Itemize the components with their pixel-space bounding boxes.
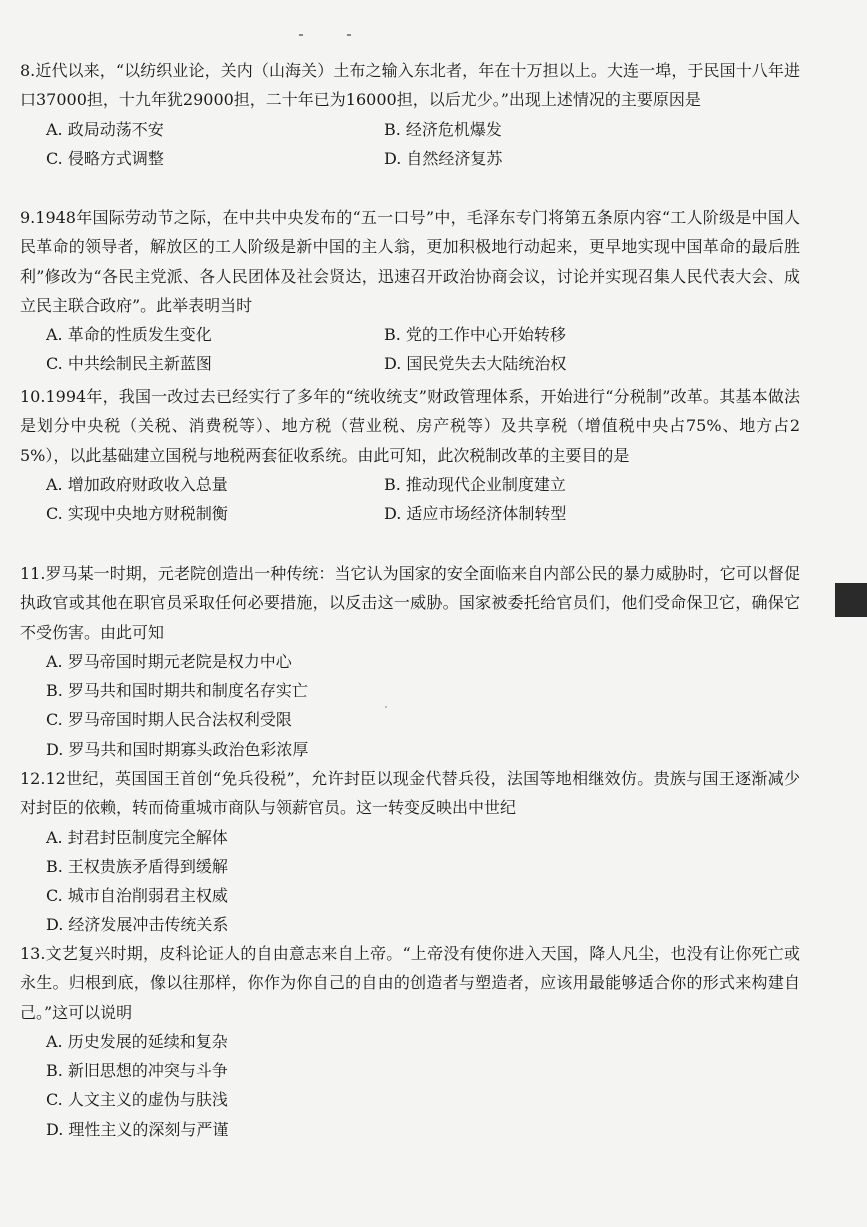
page-edge-tab bbox=[835, 583, 867, 617]
question-text: 12世纪，英国国王首创“免兵役税”，允许封臣以现金代替兵役，法国等地相继效仿。贵族与国王逐渐减少对封臣的依赖，转而倚重城市商队与领薪官员。这一转变反映出中世纪 bbox=[20, 769, 800, 818]
option-c: C. 实现中央地方财税制衡 bbox=[46, 504, 228, 524]
option-a: A. 封君封臣制度完全解体 bbox=[46, 827, 228, 847]
question-11 bbox=[20, 559, 800, 764]
question-number: 13. bbox=[20, 944, 46, 963]
option-list bbox=[20, 320, 800, 379]
option-list bbox=[20, 823, 800, 940]
question-stem bbox=[20, 203, 800, 320]
question-text: 近代以来，“以纺织业论，关内（山海关）土布之输入东北者，年在十万担以上。大连一埠，于民国十八年进口37000担，十九年犹29000担，二十年已为16000担，以后尤少。”出现上述情况的主要原因是 bbox=[20, 61, 800, 110]
option-list bbox=[20, 115, 800, 174]
option-d: D. 国民党失去大陆统治权 bbox=[384, 354, 567, 374]
option-a: A. 政局动荡不安 bbox=[46, 119, 164, 139]
option-c: C. 罗马帝国时期人民合法权利受限 bbox=[46, 710, 292, 730]
question-stem bbox=[20, 56, 800, 115]
question-text: 文艺复兴时期，皮科论证人的自由意志来自上帝。“上帝没有使你进入天国，降人凡尘，也没有让你死亡或永生。归根到底，像以往那样，你作为你自己的自由的创造者与塑造者，应该用最能够适合你的形式来构建自己。”这可以说明 bbox=[20, 944, 800, 1022]
question-13 bbox=[20, 939, 800, 1144]
option-d: D. 自然经济复苏 bbox=[384, 148, 503, 168]
question-8 bbox=[20, 56, 800, 173]
question-text: 1994年，我国一改过去已经实行了多年的“统收统支”财政管理体系，开始进行“分税制”改革。其基本做法是划分中央税（关税、消费税等）、地方税（营业税、房产税等）及共享税（增值税中央占75%、地方占25%），以此基础建立国税与地税两套征收系统。由此可知，此次税制改革的主要目的是 bbox=[20, 387, 800, 465]
option-b: B. 推动现代企业制度建立 bbox=[384, 474, 566, 494]
question-number: 9. bbox=[20, 208, 36, 227]
scan-mark bbox=[347, 34, 351, 36]
question-number: 12. bbox=[20, 769, 46, 788]
option-d: D. 适应市场经济体制转型 bbox=[384, 504, 567, 524]
option-list bbox=[20, 1027, 800, 1144]
option-d: D. 罗马共和国时期寡头政治色彩浓厚 bbox=[46, 739, 309, 759]
option-a: A. 罗马帝国时期元老院是权力中心 bbox=[46, 651, 292, 671]
question-text: 1948年国际劳动节之际，在中共中央发布的“五一口号”中，毛泽东专门将第五条原内容“工人阶级是中国人民革命的领导者，解放区的工人阶级是新中国的主人翁，更加积极地行动起来，更早地实现中国革命的最后胜利”修改为“各民主党派、各人民团体及社会贤达，迅速召开政治协商会议，讨论并实现召集人民代表大会、成立民主联合政府”。此举表明当时 bbox=[20, 208, 800, 315]
option-list bbox=[20, 470, 800, 529]
question-stem bbox=[20, 559, 800, 647]
option-b: B. 王权贵族矛盾得到缓解 bbox=[46, 856, 228, 876]
option-b: B. 新旧思想的冲突与斗争 bbox=[46, 1061, 228, 1081]
option-c: C. 人文主义的虚伪与肤浅 bbox=[46, 1090, 228, 1110]
option-c: C. 中共绘制民主新蓝图 bbox=[46, 354, 212, 374]
option-a: A. 革命的性质发生变化 bbox=[46, 325, 212, 345]
scan-mark bbox=[299, 34, 303, 36]
option-list bbox=[20, 647, 800, 764]
option-b: B. 党的工作中心开始转移 bbox=[384, 325, 566, 345]
question-12 bbox=[20, 764, 800, 940]
option-b: B. 经济危机爆发 bbox=[384, 119, 502, 139]
option-a: A. 增加政府财政收入总量 bbox=[46, 474, 228, 494]
question-number: 8. bbox=[20, 61, 36, 80]
question-stem bbox=[20, 382, 800, 470]
question-stem bbox=[20, 939, 800, 1027]
option-c: C. 侵略方式调整 bbox=[46, 148, 164, 168]
question-stem bbox=[20, 764, 800, 823]
option-c: C. 城市自治削弱君主权威 bbox=[46, 886, 228, 906]
option-d: D. 经济发展冲击传统关系 bbox=[46, 915, 229, 935]
option-b: B. 罗马共和国时期共和制度名存实亡 bbox=[46, 681, 308, 701]
question-number: 10. bbox=[20, 387, 46, 406]
question-9 bbox=[20, 203, 800, 379]
option-d: D. 理性主义的深刻与严谨 bbox=[46, 1119, 229, 1139]
question-number: 11. bbox=[20, 564, 46, 583]
question-10 bbox=[20, 382, 800, 528]
option-a: A. 历史发展的延续和复杂 bbox=[46, 1031, 228, 1051]
question-text: 罗马某一时期，元老院创造出一种传统：当它认为国家的安全面临来自内部公民的暴力威胁时，它可以督促执政官或其他在职官员采取任何必要措施，以反击这一威胁。国家被委托给官员们，他们受命保卫它，确保它不受伤害。由此可知 bbox=[20, 564, 800, 642]
